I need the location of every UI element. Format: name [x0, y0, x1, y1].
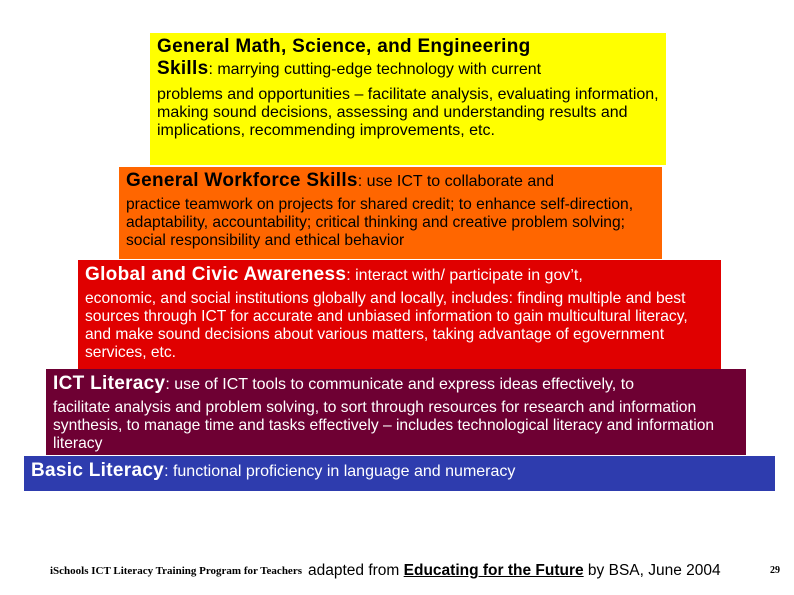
tier-description: practice teamwork on projects for shared credit; to enhance self-direction, adaptability, accountability; critical thinking and creative problem solving; social responsibility and ethical behavior: [126, 196, 634, 249]
tier-first-line: [53, 372, 740, 396]
tier-desc-first: : use ICT to collaborate and: [357, 173, 555, 190]
tier-title: General Math, Science, and Engineering: [157, 36, 531, 57]
tier-first-line: [157, 58, 660, 81]
tier-basic-literacy: [24, 456, 775, 491]
tier-math-science-engineering: [150, 33, 666, 165]
tier-first-line: [85, 263, 715, 287]
tier-title: Basic Literacy: [31, 460, 165, 481]
tier-ict-literacy: [46, 369, 746, 455]
footer-attribution: [308, 562, 721, 580]
tier-desc-first: : use of ICT tools to communicate and express ideas effectively, to: [165, 376, 635, 393]
tier-description: facilitate analysis and problem solving, to sort through resources for research and information synthesis, to manage time and tasks effectively – includes technological literacy and information literacy: [53, 399, 715, 452]
tier-title-cont: Skills: [157, 58, 209, 79]
tier-desc-first: : marrying cutting-edge technology with current: [208, 61, 542, 78]
tier-workforce-skills: [119, 167, 662, 259]
tier-title: ICT Literacy: [53, 373, 166, 394]
attribution-suffix: by BSA, June 2004: [583, 562, 721, 579]
book-title: Educating for the Future: [403, 562, 584, 579]
tier-title: Global and Civic Awareness: [85, 264, 347, 285]
tier-description: economic, and social institutions globally and locally, includes: finding multiple and best sources through ICT for accurate and unbiased information to gain multicultural literacy, and make sound decisions about various matters, taking advantage of egovernment services, etc.: [85, 290, 688, 361]
tier-desc-first: : interact with/ participate in gov’t,: [346, 267, 583, 284]
tier-first-line: [31, 459, 769, 483]
tier-title: General Workforce Skills: [126, 170, 358, 191]
page-number: 29: [770, 565, 780, 576]
tier-desc-first: : functional proficiency in language and numeracy: [164, 463, 516, 480]
tier-description: problems and opportunities – facilitate analysis, evaluating information, making sound decisions, assessing and understanding results and implications, recommending improvements, etc.: [157, 86, 659, 139]
tier-global-civic-awareness: [78, 260, 721, 370]
footer-program-name: iSchools ICT Literacy Training Program for Teachers: [50, 565, 302, 577]
attribution-prefix: adapted from: [308, 562, 404, 579]
tier-first-line: [126, 169, 656, 193]
